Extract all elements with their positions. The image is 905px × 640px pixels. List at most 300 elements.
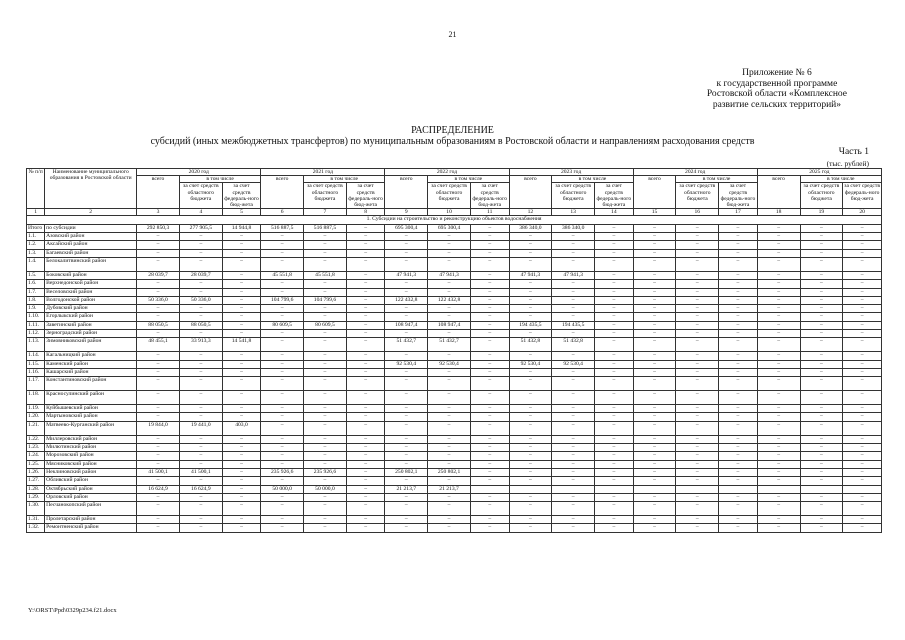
- header-total: всего: [633, 176, 676, 209]
- value-cell: –: [509, 524, 552, 532]
- header-federal: за счет средств федераль-ного бюд-жета: [224, 183, 259, 209]
- value-cell: –: [179, 405, 222, 413]
- value-cell: 88 050,5: [137, 321, 180, 329]
- value-cell: –: [633, 271, 676, 279]
- value-cell: –: [470, 296, 509, 304]
- column-number: 17: [719, 209, 758, 216]
- value-cell: –: [633, 241, 676, 249]
- value-cell: –: [595, 468, 634, 476]
- municipality-name: Матвеево-Курганский район: [45, 421, 137, 435]
- value-cell: –: [719, 477, 758, 485]
- value-cell: –: [261, 288, 304, 296]
- row-number: 1.31.: [27, 516, 45, 524]
- value-cell: –: [346, 360, 385, 368]
- value-cell: –: [719, 444, 758, 452]
- value-cell: –: [346, 502, 385, 516]
- value-cell: –: [509, 460, 552, 468]
- table-row: [27, 405, 882, 413]
- value-cell: 386 340,0: [552, 224, 595, 232]
- value-cell: –: [346, 313, 385, 321]
- value-cell: 122 432,8: [428, 296, 471, 304]
- value-cell: –: [595, 391, 634, 405]
- value-cell: 516 887,5: [261, 224, 304, 232]
- value-cell: –: [757, 305, 800, 313]
- value-cell: –: [800, 338, 843, 352]
- municipality-name: Дубовский район: [45, 305, 137, 313]
- table-row: [27, 452, 882, 460]
- value-cell: 50 000,0: [304, 485, 347, 493]
- value-cell: –: [633, 224, 676, 232]
- value-cell: –: [552, 352, 595, 360]
- value-cell: –: [385, 391, 428, 405]
- header-year: 2021 год: [261, 169, 385, 176]
- value-cell: 122 432,8: [385, 296, 428, 304]
- value-cell: –: [719, 321, 758, 329]
- value-cell: –: [137, 477, 180, 485]
- value-cell: –: [137, 305, 180, 313]
- header-name: Наименование муниципального образования в Ростовской области: [45, 169, 137, 209]
- value-cell: –: [346, 452, 385, 460]
- value-cell: –: [179, 233, 222, 241]
- value-cell: –: [719, 452, 758, 460]
- value-cell: –: [137, 352, 180, 360]
- municipality-name: Неклиновский район: [45, 468, 137, 476]
- value-cell: –: [509, 241, 552, 249]
- value-cell: –: [552, 233, 595, 241]
- value-cell: 45 551,8: [261, 271, 304, 279]
- value-cell: –: [800, 249, 843, 257]
- value-cell: –: [676, 241, 719, 249]
- value-cell: 235 926,6: [304, 468, 347, 476]
- row-number: 1.11.: [27, 321, 45, 329]
- value-cell: –: [179, 444, 222, 452]
- value-cell: –: [346, 524, 385, 532]
- municipality-name: Обливский район: [45, 477, 137, 485]
- value-cell: –: [552, 329, 595, 337]
- value-cell: 47 941,3: [428, 271, 471, 279]
- value-cell: –: [676, 280, 719, 288]
- value-cell: –: [346, 249, 385, 257]
- value-cell: –: [346, 305, 385, 313]
- value-cell: –: [552, 305, 595, 313]
- column-number: 7: [304, 209, 347, 216]
- value-cell: –: [800, 360, 843, 368]
- value-cell: –: [304, 313, 347, 321]
- value-cell: –: [843, 524, 882, 532]
- value-cell: –: [509, 405, 552, 413]
- value-cell: –: [179, 368, 222, 376]
- value-cell: –: [470, 288, 509, 296]
- value-cell: 50 000,0: [261, 485, 304, 493]
- column-number: 8: [346, 209, 385, 216]
- value-cell: –: [509, 493, 552, 501]
- value-cell: –: [757, 405, 800, 413]
- value-cell: –: [470, 305, 509, 313]
- value-cell: –: [676, 524, 719, 532]
- value-cell: –: [800, 477, 843, 485]
- value-cell: –: [470, 280, 509, 288]
- value-cell: –: [261, 352, 304, 360]
- value-cell: –: [719, 360, 758, 368]
- column-number: 10: [428, 209, 471, 216]
- value-cell: –: [800, 468, 843, 476]
- value-cell: –: [346, 257, 385, 271]
- value-cell: –: [179, 241, 222, 249]
- value-cell: –: [595, 338, 634, 352]
- value-cell: –: [633, 435, 676, 443]
- header-including: в том числе: [552, 176, 633, 183]
- value-cell: –: [346, 338, 385, 352]
- value-cell: –: [552, 241, 595, 249]
- value-cell: –: [595, 224, 634, 232]
- value-cell: –: [719, 241, 758, 249]
- value-cell: –: [346, 477, 385, 485]
- value-cell: –: [137, 502, 180, 516]
- value-cell: –: [222, 368, 261, 376]
- row-number: 1.13.: [27, 338, 45, 352]
- value-cell: –: [304, 452, 347, 460]
- header-federal: за счет средств федераль-ного бюд-жета: [843, 183, 882, 209]
- value-cell: –: [719, 468, 758, 476]
- value-cell: –: [470, 377, 509, 391]
- header-regional: за счет средств областного бюджета: [304, 183, 347, 209]
- value-cell: –: [757, 444, 800, 452]
- value-cell: 48 455,1: [137, 338, 180, 352]
- value-cell: –: [719, 288, 758, 296]
- value-cell: –: [719, 305, 758, 313]
- header-year: 2023 год: [509, 169, 633, 176]
- value-cell: –: [304, 329, 347, 337]
- value-cell: –: [595, 421, 634, 435]
- row-number: 1.32.: [27, 524, 45, 532]
- value-cell: –: [633, 280, 676, 288]
- value-cell: –: [800, 368, 843, 376]
- value-cell: –: [470, 460, 509, 468]
- value-cell: –: [800, 313, 843, 321]
- value-cell: –: [633, 305, 676, 313]
- value-cell: –: [509, 313, 552, 321]
- value-cell: –: [346, 444, 385, 452]
- value-cell: 33 913,3: [179, 338, 222, 352]
- header-federal: за счет средств федераль-ного бюд-жета: [720, 183, 756, 209]
- table-row: [27, 257, 882, 271]
- value-cell: –: [757, 413, 800, 421]
- value-cell: –: [222, 296, 261, 304]
- value-cell: –: [633, 296, 676, 304]
- table-row: [27, 360, 882, 368]
- value-cell: 108 947,4: [385, 321, 428, 329]
- value-cell: –: [137, 329, 180, 337]
- value-cell: –: [843, 468, 882, 476]
- value-cell: –: [428, 257, 471, 271]
- value-cell: –: [757, 338, 800, 352]
- value-cell: –: [470, 452, 509, 460]
- value-cell: –: [137, 524, 180, 532]
- value-cell: –: [509, 233, 552, 241]
- table-row: [27, 288, 882, 296]
- value-cell: –: [346, 460, 385, 468]
- value-cell: –: [385, 377, 428, 391]
- value-cell: –: [261, 516, 304, 524]
- value-cell: –: [137, 452, 180, 460]
- value-cell: –: [428, 329, 471, 337]
- value-cell: 41 500,1: [137, 468, 180, 476]
- municipality-name: Белокалитвинский район: [45, 257, 137, 271]
- header-no: № п/п: [27, 169, 45, 209]
- value-cell: –: [676, 502, 719, 516]
- value-cell: –: [843, 321, 882, 329]
- value-cell: –: [385, 405, 428, 413]
- column-number: 3: [137, 209, 180, 216]
- value-cell: –: [757, 288, 800, 296]
- value-cell: –: [843, 405, 882, 413]
- value-cell: –: [552, 524, 595, 532]
- value-cell: –: [137, 435, 180, 443]
- municipality-name: Каменский район: [45, 360, 137, 368]
- value-cell: –: [719, 493, 758, 501]
- value-cell: [843, 485, 882, 493]
- value-cell: –: [552, 405, 595, 413]
- value-cell: –: [385, 435, 428, 443]
- row-number: 1.24.: [27, 452, 45, 460]
- value-cell: –: [428, 391, 471, 405]
- value-cell: –: [222, 493, 261, 501]
- value-cell: –: [843, 241, 882, 249]
- value-cell: –: [633, 452, 676, 460]
- value-cell: –: [428, 493, 471, 501]
- value-cell: –: [633, 249, 676, 257]
- value-cell: –: [137, 405, 180, 413]
- header-federal: за счет средств федераль-ного бюд-жета: [348, 183, 383, 209]
- value-cell: –: [222, 280, 261, 288]
- column-number: 16: [676, 209, 719, 216]
- municipality-name: Зерноградский район: [45, 329, 137, 337]
- value-cell: –: [800, 233, 843, 241]
- value-cell: –: [595, 452, 634, 460]
- table-row: [27, 296, 882, 304]
- value-cell: –: [676, 452, 719, 460]
- value-cell: 51 432,7: [428, 338, 471, 352]
- header-year: 2025 год: [757, 169, 881, 176]
- row-number: 1.18.: [27, 391, 45, 405]
- value-cell: –: [843, 233, 882, 241]
- value-cell: –: [843, 296, 882, 304]
- value-cell: –: [800, 271, 843, 279]
- value-cell: –: [385, 352, 428, 360]
- row-number: 1.10.: [27, 313, 45, 321]
- value-cell: –: [509, 377, 552, 391]
- value-cell: –: [676, 224, 719, 232]
- value-cell: –: [595, 249, 634, 257]
- value-cell: –: [179, 377, 222, 391]
- value-cell: –: [179, 452, 222, 460]
- column-number: 4: [179, 209, 222, 216]
- value-cell: –: [843, 435, 882, 443]
- value-cell: –: [304, 241, 347, 249]
- value-cell: –: [757, 329, 800, 337]
- row-number: 1.19.: [27, 405, 45, 413]
- value-cell: –: [304, 249, 347, 257]
- column-number: 2: [45, 209, 137, 216]
- value-cell: [509, 485, 552, 493]
- value-cell: –: [304, 405, 347, 413]
- value-cell: 194 435,5: [552, 321, 595, 329]
- value-cell: –: [346, 241, 385, 249]
- value-cell: 695 300,4: [428, 224, 471, 232]
- value-cell: –: [757, 233, 800, 241]
- value-cell: –: [346, 321, 385, 329]
- value-cell: –: [470, 405, 509, 413]
- value-cell: –: [304, 435, 347, 443]
- value-cell: –: [595, 257, 634, 271]
- value-cell: –: [676, 460, 719, 468]
- municipality-name: Песчанокопский район: [45, 502, 137, 516]
- value-cell: –: [222, 352, 261, 360]
- value-cell: –: [595, 516, 634, 524]
- value-cell: –: [800, 413, 843, 421]
- value-cell: 108 947,4: [428, 321, 471, 329]
- value-cell: –: [428, 249, 471, 257]
- value-cell: –: [428, 313, 471, 321]
- value-cell: –: [385, 233, 428, 241]
- value-cell: –: [676, 271, 719, 279]
- value-cell: –: [843, 329, 882, 337]
- value-cell: 51 432,7: [385, 338, 428, 352]
- value-cell: –: [261, 305, 304, 313]
- value-cell: –: [552, 368, 595, 376]
- table-row: [27, 468, 882, 476]
- value-cell: 47 941,3: [552, 271, 595, 279]
- value-cell: –: [757, 502, 800, 516]
- value-cell: –: [633, 516, 676, 524]
- value-cell: –: [385, 524, 428, 532]
- value-cell: –: [179, 524, 222, 532]
- value-cell: –: [261, 360, 304, 368]
- value-cell: –: [843, 452, 882, 460]
- value-cell: –: [179, 305, 222, 313]
- value-cell: –: [509, 368, 552, 376]
- value-cell: –: [552, 444, 595, 452]
- municipality-name: Милютинский район: [45, 444, 137, 452]
- header-regional: за счет средств областного бюджета: [676, 183, 719, 209]
- value-cell: –: [595, 233, 634, 241]
- column-number: 11: [470, 209, 509, 216]
- value-cell: –: [137, 257, 180, 271]
- value-cell: –: [137, 280, 180, 288]
- value-cell: –: [633, 502, 676, 516]
- value-cell: –: [428, 477, 471, 485]
- municipality-name: Морозовский район: [45, 452, 137, 460]
- column-number: 18: [757, 209, 800, 216]
- value-cell: –: [676, 338, 719, 352]
- value-cell: –: [509, 452, 552, 460]
- value-cell: 88 050,5: [179, 321, 222, 329]
- value-cell: –: [757, 460, 800, 468]
- column-number: 13: [552, 209, 595, 216]
- row-number: 1.21.: [27, 421, 45, 435]
- value-cell: –: [179, 360, 222, 368]
- value-cell: –: [719, 516, 758, 524]
- table-row: [27, 368, 882, 376]
- value-cell: –: [595, 305, 634, 313]
- value-cell: –: [719, 338, 758, 352]
- value-cell: –: [509, 296, 552, 304]
- appendix-line: развитие сельских территорий»: [712, 99, 842, 110]
- municipality-name: Кашарский район: [45, 368, 137, 376]
- value-cell: 50 336,0: [179, 296, 222, 304]
- value-cell: –: [470, 391, 509, 405]
- value-cell: –: [470, 493, 509, 501]
- value-cell: –: [428, 377, 471, 391]
- value-cell: –: [346, 516, 385, 524]
- value-cell: –: [385, 477, 428, 485]
- value-cell: –: [137, 377, 180, 391]
- municipality-name: Орловский район: [45, 493, 137, 501]
- value-cell: –: [719, 249, 758, 257]
- value-cell: –: [428, 435, 471, 443]
- row-number: 1.22.: [27, 435, 45, 443]
- value-cell: –: [261, 405, 304, 413]
- value-cell: –: [633, 288, 676, 296]
- value-cell: –: [428, 516, 471, 524]
- value-cell: –: [137, 233, 180, 241]
- value-cell: –: [179, 249, 222, 257]
- municipality-name: Боковский район: [45, 271, 137, 279]
- title-subtitle: субсидий (иных межбюджетных трансфертов) по муниципальным образованиям в Ростовской области и направлениям расходования средств: [150, 136, 755, 147]
- value-cell: –: [843, 338, 882, 352]
- value-cell: 250 802,1: [428, 468, 471, 476]
- value-cell: –: [137, 493, 180, 501]
- value-cell: –: [385, 288, 428, 296]
- column-number-row: [27, 209, 882, 216]
- table-row: [27, 435, 882, 443]
- row-number: 1.20.: [27, 413, 45, 421]
- value-cell: –: [385, 421, 428, 435]
- value-cell: –: [261, 338, 304, 352]
- value-cell: –: [552, 493, 595, 501]
- value-cell: –: [470, 444, 509, 452]
- value-cell: –: [843, 249, 882, 257]
- table-row: [27, 502, 882, 516]
- value-cell: 235 926,6: [261, 468, 304, 476]
- value-cell: 516 887,5: [304, 224, 347, 232]
- value-cell: –: [222, 413, 261, 421]
- distribution-table: [26, 168, 882, 533]
- value-cell: –: [509, 329, 552, 337]
- value-cell: –: [800, 391, 843, 405]
- value-cell: –: [261, 524, 304, 532]
- value-cell: –: [261, 233, 304, 241]
- value-cell: –: [509, 288, 552, 296]
- value-cell: –: [552, 288, 595, 296]
- value-cell: –: [843, 352, 882, 360]
- row-number: 1.25.: [27, 460, 45, 468]
- value-cell: –: [179, 413, 222, 421]
- value-cell: –: [304, 460, 347, 468]
- value-cell: –: [179, 352, 222, 360]
- value-cell: –: [222, 524, 261, 532]
- value-cell: –: [470, 502, 509, 516]
- value-cell: –: [346, 280, 385, 288]
- value-cell: –: [633, 477, 676, 485]
- value-cell: –: [633, 524, 676, 532]
- table-row: [27, 338, 882, 352]
- value-cell: –: [676, 329, 719, 337]
- value-cell: –: [470, 352, 509, 360]
- value-cell: 16 624,9: [137, 485, 180, 493]
- value-cell: –: [261, 452, 304, 460]
- value-cell: –: [676, 313, 719, 321]
